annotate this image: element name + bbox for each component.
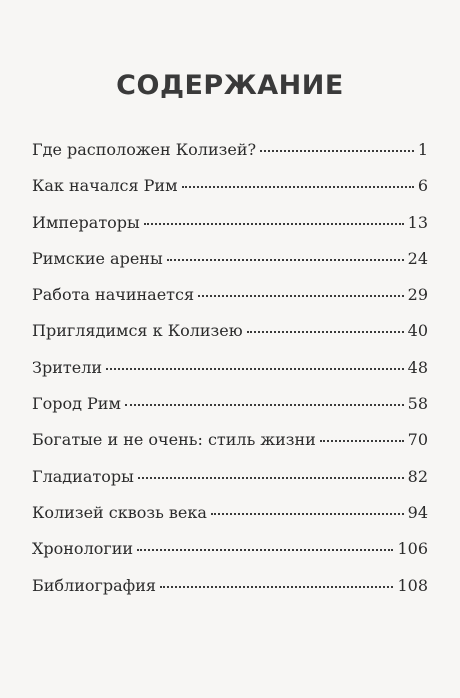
toc-entry-page: 40 bbox=[407, 321, 428, 341]
toc-entry bbox=[32, 249, 428, 285]
toc-entry-label: Работа начинается bbox=[32, 285, 195, 305]
toc-entry-page: 1 bbox=[417, 140, 428, 159]
toc-leader-dots bbox=[320, 440, 404, 442]
toc-entry-page: 106 bbox=[397, 539, 428, 559]
toc-leader-dots bbox=[125, 404, 404, 406]
toc-entry-page: 82 bbox=[407, 466, 428, 486]
toc-leader-dots bbox=[211, 513, 404, 515]
toc-entry-label: Хронологии bbox=[32, 539, 134, 559]
toc-leader-dots bbox=[160, 586, 393, 588]
toc-entry bbox=[32, 358, 428, 394]
toc-entry-page: 58 bbox=[407, 394, 428, 414]
toc-entry bbox=[32, 467, 428, 503]
toc-entry-page: 48 bbox=[407, 357, 428, 377]
toc-entry bbox=[32, 213, 428, 249]
toc-leader-dots bbox=[260, 150, 414, 152]
toc-entry-page: 29 bbox=[407, 285, 428, 305]
toc-entry bbox=[32, 285, 428, 321]
toc-leader-dots bbox=[167, 259, 404, 261]
toc-entry-label: Город Рим bbox=[32, 394, 121, 414]
toc-leader-dots bbox=[182, 186, 414, 188]
toc-entry-label: Императоры bbox=[32, 212, 140, 232]
toc-entry-page: 24 bbox=[407, 248, 428, 268]
toc-entry-label: Гладиаторы bbox=[32, 466, 134, 486]
toc-leader-dots bbox=[247, 331, 404, 333]
toc-entry-label: Где расположен Колизей? bbox=[32, 140, 257, 159]
toc-entry bbox=[32, 176, 428, 212]
toc-entry-label: Колизей сквозь века bbox=[32, 502, 207, 522]
toc-entry-label: Богатые и не очень: стиль жизни bbox=[32, 430, 316, 450]
toc-entry-page: 94 bbox=[407, 502, 428, 522]
toc-leader-dots bbox=[137, 549, 393, 551]
toc-entry-label: Как начался Рим bbox=[32, 176, 178, 196]
toc-entry-page: 6 bbox=[417, 176, 428, 196]
toc-entry-label: Римские арены bbox=[32, 248, 163, 268]
toc-leader-dots bbox=[106, 368, 404, 370]
toc-leader-dots bbox=[144, 223, 404, 225]
toc-leader-dots bbox=[138, 477, 404, 479]
toc-entry-page: 70 bbox=[407, 430, 428, 450]
toc-entry-label: Приглядимся к Колизею bbox=[32, 321, 243, 341]
page-title: СОДЕРЖАНИЕ bbox=[116, 70, 344, 101]
toc-entry bbox=[32, 140, 428, 176]
toc-entry-label: Зрители bbox=[32, 357, 103, 377]
toc-entry-page: 13 bbox=[407, 212, 428, 232]
toc-entry bbox=[32, 539, 428, 575]
toc-entry bbox=[32, 576, 428, 612]
toc-entry bbox=[32, 503, 428, 539]
toc-entry bbox=[32, 394, 428, 430]
table-of-contents bbox=[32, 140, 428, 612]
toc-entry bbox=[32, 430, 428, 466]
toc-entry bbox=[32, 321, 428, 357]
toc-entry-page: 108 bbox=[397, 575, 428, 595]
toc-entry-label: Библиография bbox=[32, 575, 156, 595]
toc-leader-dots bbox=[198, 295, 404, 297]
